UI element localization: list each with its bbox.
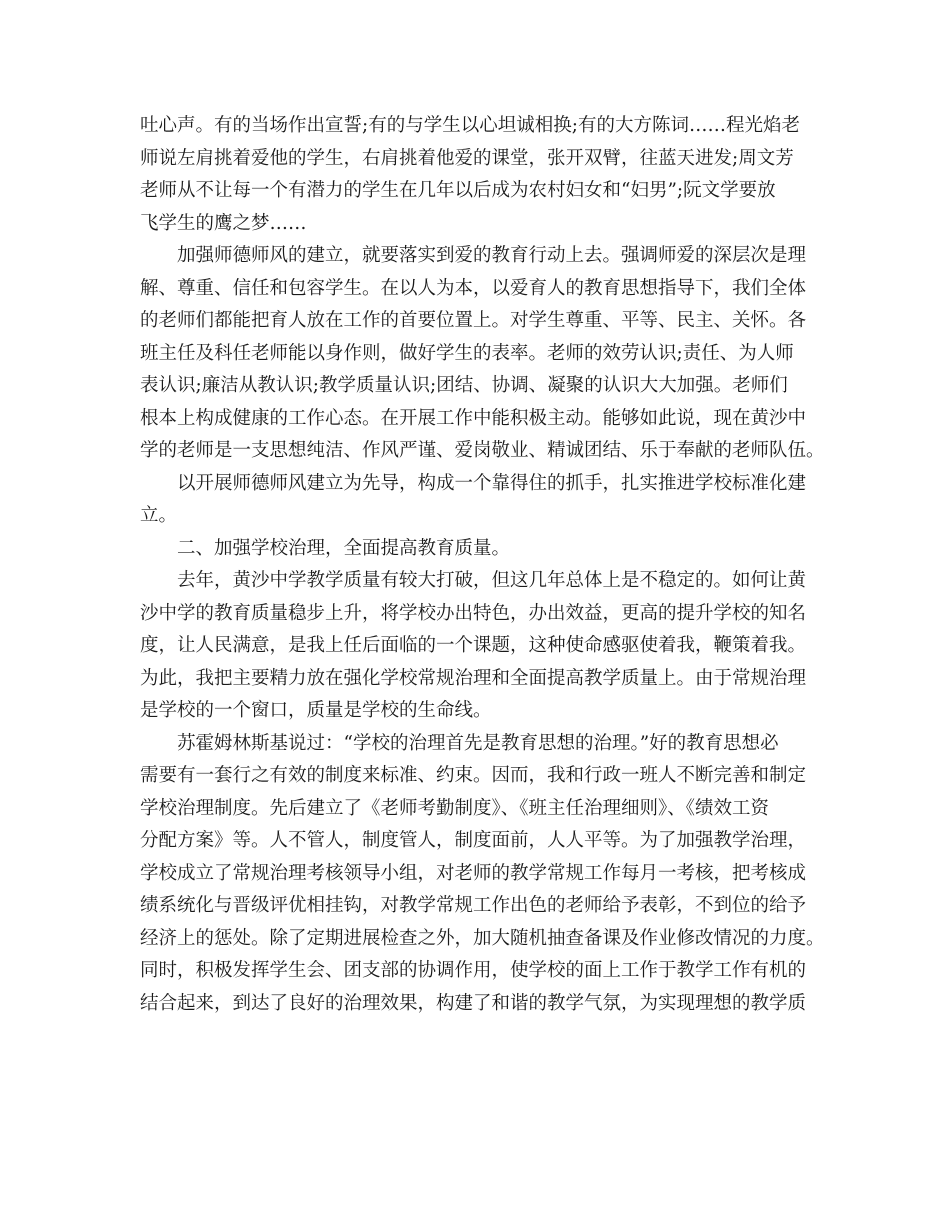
text-line: 飞学生的鹰之梦…… bbox=[140, 212, 307, 234]
text-line: 的老师们都能把育人放在工作的首要位置上。对学生尊重、平等、民主、关怀。各 bbox=[140, 310, 807, 331]
text-line: 表认识;廉洁从教认识;教学质量认识;团结、协调、凝聚的认识大大加强。老师们 bbox=[140, 375, 788, 396]
text-line: 经济上的惩处。除了定期进展检查之外，加大随机抽查备课及作业修改情况的力度。 bbox=[140, 927, 825, 949]
text-line: 是学校的一个窗口，质量是学校的生命线。 bbox=[140, 700, 492, 721]
text-line: 学的老师是一支思想纯洁、作风严谨、爱岗敬业、精诚团结、乐于奉献的老师队伍。 bbox=[140, 440, 825, 461]
text-line: 结合起来，到达了良好的治理效果，构建了和谐的教学气氛，为实现理想的教学质 bbox=[140, 992, 807, 1014]
paragraph-first-line: 苏霍姆林斯基说过：“学校的治理首先是教育思想的治理。”好的教育思想必 bbox=[177, 732, 779, 754]
paragraph-first-line: 二、加强学校治理，全面提高教育质量。 bbox=[177, 537, 511, 559]
text-line: 学校治理制度。先后建立了《老师考勤制度》、《班主任治理细则》、《绩效工资 bbox=[140, 797, 770, 819]
text-line: 师说左肩挑着爱他的学生，右肩挑着他爱的课堂，张开双臂，往蓝天进发;周文芳 bbox=[140, 147, 794, 169]
text-line: 沙中学的教育质量稳步上升，将学校办出特色，办出效益，更高的提升学校的知名 bbox=[140, 602, 807, 624]
paragraph-first-line: 以开展师德师风建立为先导，构成一个靠得住的抓手，扎实推进学校标准化建 bbox=[177, 472, 807, 494]
text-line: 同时，积极发挥学生会、团支部的协调作用，使学校的面上工作于教学工作有机的 bbox=[140, 960, 807, 981]
text-line: 需要有一套行之有效的制度来标准、约束。因而，我和行政一班人不断完善和制定 bbox=[140, 765, 807, 786]
text-line: 班主任及科任老师能以身作则，做好学生的表率。老师的效劳认识;责任、为人师 bbox=[140, 342, 794, 364]
text-line: 为此，我把主要精力放在强化学校常规治理和全面提高教学质量上。由于常规治理 bbox=[140, 667, 807, 689]
document-body-text bbox=[140, 110, 840, 1020]
text-line: 度，让人民满意，是我上任后面临的一个课题，这种使命感驱使着我，鞭策着我。 bbox=[140, 635, 807, 656]
paragraph-first-line: 去年，黄沙中学教学质量有较大打破，但这几年总体上是不稳定的。如何让黄 bbox=[177, 570, 807, 591]
text-line: 解、尊重、信任和包容学生。在以人为本，以爱育人的教育思想指导下，我们全体 bbox=[140, 277, 807, 299]
text-line: 立。 bbox=[140, 505, 178, 526]
text-line: 吐心声。有的当场作出宣誓;有的与学生以心坦诚相换;有的大方陈词……程光焰老 bbox=[140, 115, 800, 136]
text-line: 分配方案》等。人不管人，制度管人，制度面前，人人平等。为了加强教学治理， bbox=[140, 830, 807, 851]
text-line: 绩系统化与晋级评优相挂钩，对教学常规工作出色的老师给予表彰，不到位的给予 bbox=[140, 895, 807, 916]
text-line: 老师从不让每一个有潜力的学生在几年以后成为农村妇女和“妇男”;阮文学要放 bbox=[140, 180, 776, 201]
text-line: 学校成立了常规治理考核领导小组，对老师的教学常规工作每月一考核，把考核成 bbox=[140, 862, 807, 884]
text-line: 根本上构成健康的工作心态。在开展工作中能积极主动。能够如此说，现在黄沙中 bbox=[140, 407, 807, 429]
paragraph-first-line: 加强师德师风的建立，就要落实到爱的教育行动上去。强调师爱的深层次是理 bbox=[177, 245, 807, 266]
